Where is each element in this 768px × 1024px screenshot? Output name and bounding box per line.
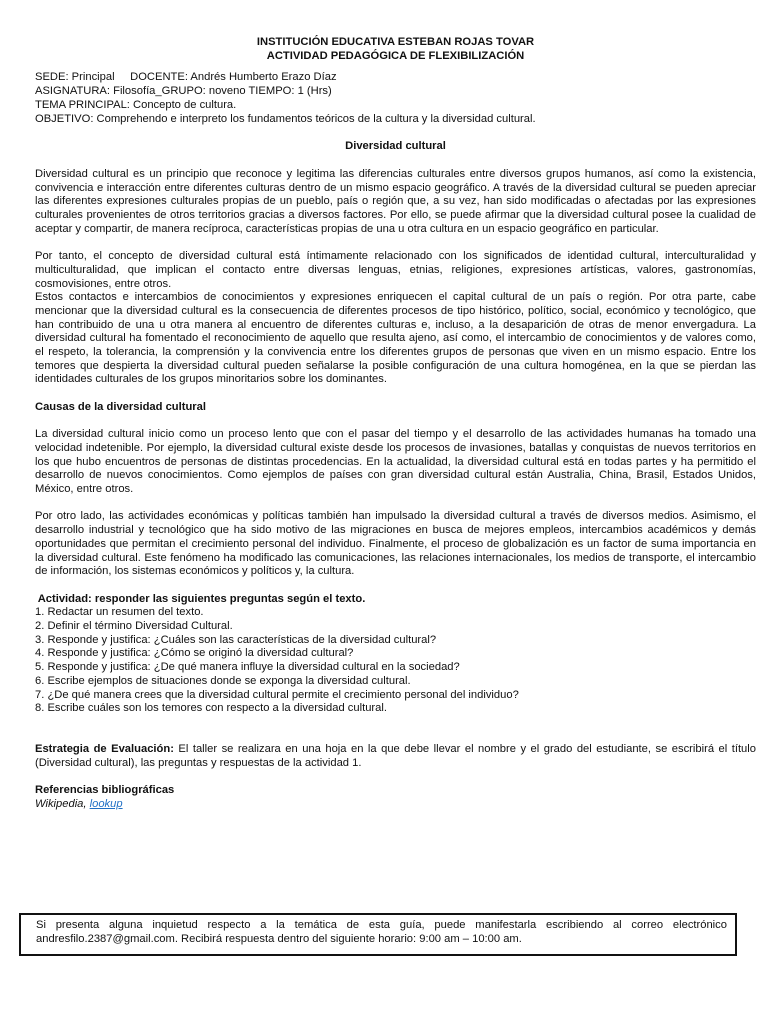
contact-text: Si presenta alguna inquietud respecto a la temática de esta guía, puede manifestarla escribiendo al correo electrónico andresfilo.2387@gmail.com. Recibirá respuesta dentro del siguiente horario: 9:00 am – 10:00 am. (36, 919, 727, 945)
reference-source: Wikipedia, (35, 798, 87, 811)
paragraph-4: La diversidad cultural inicio como un proceso lento que con el pasar del tiempo y el desarrollo de las actividades humanas ha tomado una velocidad indetenible. Por ejemplo, la diversidad cultural existe desde los procesos de invasiones, batallas y conquistas de nuevos territorios en los que hubo encuentros de personas de distintas procedencias. En la actualidad, la diversidad cultural está en todas partes y ha permitido el desarrollo de nuevos conocimientos. Como ejemplos de países con gran diversidad cultural están Australia, China, Brasil, Estados Unidos, México, entre otros. (35, 428, 756, 496)
references-heading: Referencias bibliográficas (35, 784, 175, 797)
list-item: 7. ¿De qué manera crees que la diversidad cultural permite el crecimiento personal del individuo? (35, 688, 519, 701)
institution-name: INSTITUCIÓN EDUCATIVA ESTEBAN ROJAS TOVAR (256, 36, 535, 48)
meta-sede-docente: SEDE: Principal DOCENTE: Andrés Humberto Erazo Díaz (35, 71, 337, 84)
references-line (35, 798, 756, 812)
paragraph-2: Por tanto, el concepto de diversidad cultural está íntimamente relacionado con los significados de identidad cultural, interculturalidad y multiculturalidad, que implican el contacto entre diversas lenguas, etnias, religiones, expresiones artísticas, valores, gastronomías, cosmovisiones, entre otros. (35, 250, 756, 290)
list-item: 8. Escribe cuáles son los temores con respecto a la diversidad cultural. (35, 702, 387, 715)
document-header (35, 36, 756, 63)
meta-objetivo: OBJETIVO: Comprehendo e interpreto los fundamentos teóricos de la cultura y la diversidad cultural. (35, 112, 536, 125)
activity-heading: Actividad: responder las siguientes preguntas según el texto. (35, 592, 366, 605)
list-item: 3. Responde y justifica: ¿Cuáles son las características de la diversidad cultural? (35, 633, 437, 646)
paragraph-5: Por otro lado, las actividades económicas y políticas también han impulsado la diversidad cultural a través de diversos medios. Asimismo, el desarrollo industrial y tecnológico que ha sido motivo de las migraciones en busca de mejores empleos, intercambios académicos y demás oportunidades que permitan el crecimiento personal del individuo. Finalmente, el proceso de globalización es un factor de suma importancia en la diversidad cultural. Este fenómeno ha modificado las comunicaciones, las relaciones internacionales, los medios de transporte, el intercambio de información, los sistemas económicos y políticos y, la cultura. (35, 510, 756, 578)
course-info (35, 71, 756, 126)
evaluation-text: El taller se realizara en una hoja en la que debe llevar el nombre y el grado del estudiante, se escribirá el título (Diversidad cultural), las preguntas y respuestas de la actividad 1. (35, 743, 756, 770)
activity-section (35, 593, 756, 716)
meta-asignatura: ASIGNATURA: Filosofía_GRUPO: noveno TIEMPO: 1 (Hrs) (35, 85, 332, 98)
activity-title: ACTIVIDAD PEDAGÓGICA DE FLEXIBILIZACIÓN (266, 49, 525, 62)
list-item: 4. Responde y justifica: ¿Cómo se originó la diversidad cultural? (35, 647, 354, 660)
question-list (35, 606, 756, 716)
meta-tema: TEMA PRINCIPAL: Concepto de cultura. (35, 98, 237, 111)
paragraph-1: Diversidad cultural es un principio que reconoce y legitima las diferencias culturales entre diversos grupos humanos, así como la existencia, convivencia e interacción entre diferentes culturas dentro de un mismo espacio geográfico. A través de la diversidad cultural se pueden apreciar las diferentes expresiones culturales propias de un pueblo, país o región que, a su vez, han sido modificadas o afectadas por las expresiones culturales provenientes de otros territorios gracias a diversos factores. Por ello, se puede afirmar que la diversidad cultural posee la cualidad de aceptar y compartir, de manera recíproca, características propias de una u otra cultura en un espacio geográfico en particular. (35, 167, 756, 235)
list-item: 1. Redactar un resumen del texto. (35, 606, 204, 619)
list-item: 2. Definir el término Diversidad Cultural. (35, 620, 233, 633)
list-item: 6. Escribe ejemplos de situaciones donde se exponga la diversidad cultural. (35, 674, 411, 687)
reference-link[interactable]: lookup (89, 798, 123, 811)
contact-box (19, 913, 737, 956)
causes-heading: Causas de la diversidad cultural (35, 400, 206, 413)
evaluation-label: Estrategia de Evaluación: (35, 743, 174, 756)
paragraph-3: Estos contactos e intercambios de conocimientos y expresiones enriquecen el capital cultural de un país o región. Por otra parte, cabe mencionar que la diversidad cultural es la consecuencia de diferentes procesos de tipo histórico, político, social, económico y tecnológico, que han contribuido de una u otra manera al encuentro de diferentes culturas e, incluso, a la desaparición de otras de menor envergadura. La diversidad cultural ha fomentado el reconocimiento de aquello que resulta ajeno, así como, el intercambio de conocimientos y de valores como, el respeto, la tolerancia, la comprensión y la convivencia entre los diferentes grupos de personas que viven en un mismo espacio. Entre los temores que despierta la diversidad cultural pueden señalarse la posible configuración de una cultura homogénea, en la que se pierdan las identidades culturales de los grupos minoritarios sobre los dominantes. (35, 291, 756, 386)
document-page (35, 36, 756, 812)
list-item: 5. Responde y justifica: ¿De qué manera influye la diversidad cultural en la sociedad? (35, 661, 460, 674)
evaluation-strategy (35, 743, 756, 770)
section-title: Diversidad cultural (345, 140, 446, 153)
